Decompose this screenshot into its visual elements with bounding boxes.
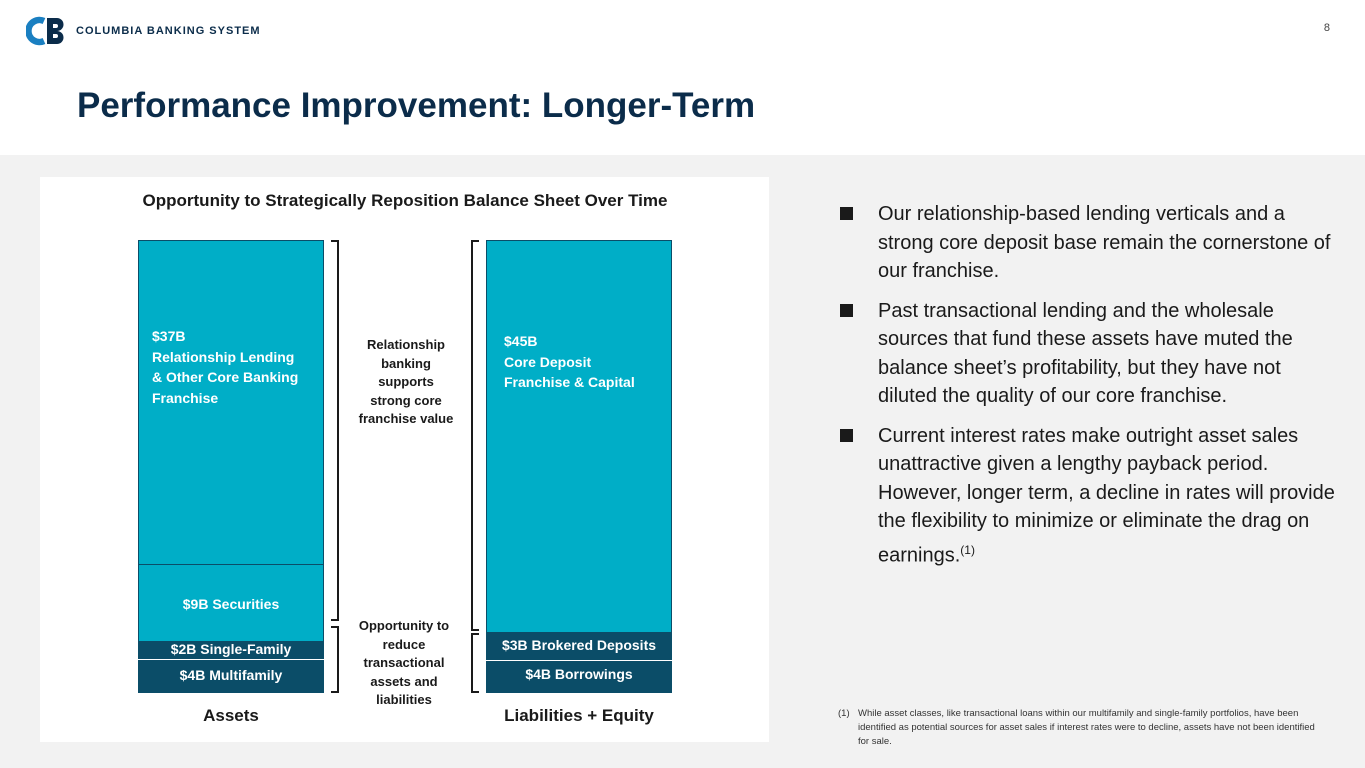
footnote-number: (1) (838, 708, 850, 719)
bullet-square-icon (840, 304, 853, 317)
chart-panel (40, 177, 769, 742)
bullet-list (840, 200, 1340, 581)
x-label-liabilities: Liabilities + Equity (504, 706, 654, 725)
label-assets-relationship-lending: $37B Relationship Lending & Other Core Banking Franchise (152, 328, 299, 406)
bullet-text: Current interest rates make outright asset sales unattractive given a lengthy payback period. However, longer term, a decline in rates will provide the flexibility to minimize or eliminate the drag on earnings. (878, 424, 1335, 567)
label-assets-securities: $9B Securities (182, 596, 280, 612)
chart-title: Opportunity to Strategically Reposition Balance Sheet Over Time (142, 191, 668, 210)
footnote-reference: (1) (960, 542, 975, 557)
bullet-square-icon (840, 207, 853, 220)
bullet-item (840, 297, 1340, 411)
annotation-relationship-banking: Relationship banking supports strong core franchise value (358, 337, 454, 426)
bullet-square-icon (840, 429, 853, 442)
bullet-text: Our relationship-based lending verticals and a strong core deposit base remain the cornerstone of our franchise. (878, 203, 1331, 282)
annotation-opportunity: Opportunity to reduce transactional assets and liabilities (358, 618, 450, 707)
bullet-item (840, 200, 1340, 286)
page-title: Performance Improvement: Longer-Term (77, 86, 756, 125)
bracket-liabilities-lower (466, 633, 480, 694)
company-logo[interactable] (26, 16, 261, 46)
bracket-assets-lower (330, 626, 344, 694)
bullet-text: Past transactional lending and the wholesale sources that fund these assets have muted the balance sheet’s profitability, but they have not diluted the quality of our core franchise. (878, 299, 1293, 407)
bracket-liabilities-upper (466, 240, 480, 632)
bar-liabilities-core-deposits (486, 240, 672, 633)
label-assets-multifamily: $4B Multifamily (179, 667, 283, 683)
footnote-text: While asset classes, like transactional loans within our multifamily and single-family portfolios, have been identified as potential sources for asset sales if interest rates were to decline, assets have not been identified for sale. (858, 708, 1315, 747)
label-liabilities-core-deposits: $45B Core Deposit Franchise & Capital (504, 333, 635, 390)
label-liabilities-borrowings: $4B Borrowings (525, 666, 633, 682)
label-liabilities-brokered-deposits: $3B Brokered Deposits (501, 637, 657, 653)
bracket-assets-upper (330, 240, 344, 624)
page-number: 8 (1323, 22, 1330, 34)
x-label-assets: Assets (203, 706, 259, 725)
footnote (838, 707, 1323, 749)
header (0, 0, 1365, 155)
bullet-item (840, 422, 1340, 570)
cb-logo-icon (26, 16, 67, 46)
brand-name: COLUMBIA BANKING SYSTEM (76, 25, 261, 37)
label-assets-single-family: $2B Single-Family (170, 641, 292, 657)
